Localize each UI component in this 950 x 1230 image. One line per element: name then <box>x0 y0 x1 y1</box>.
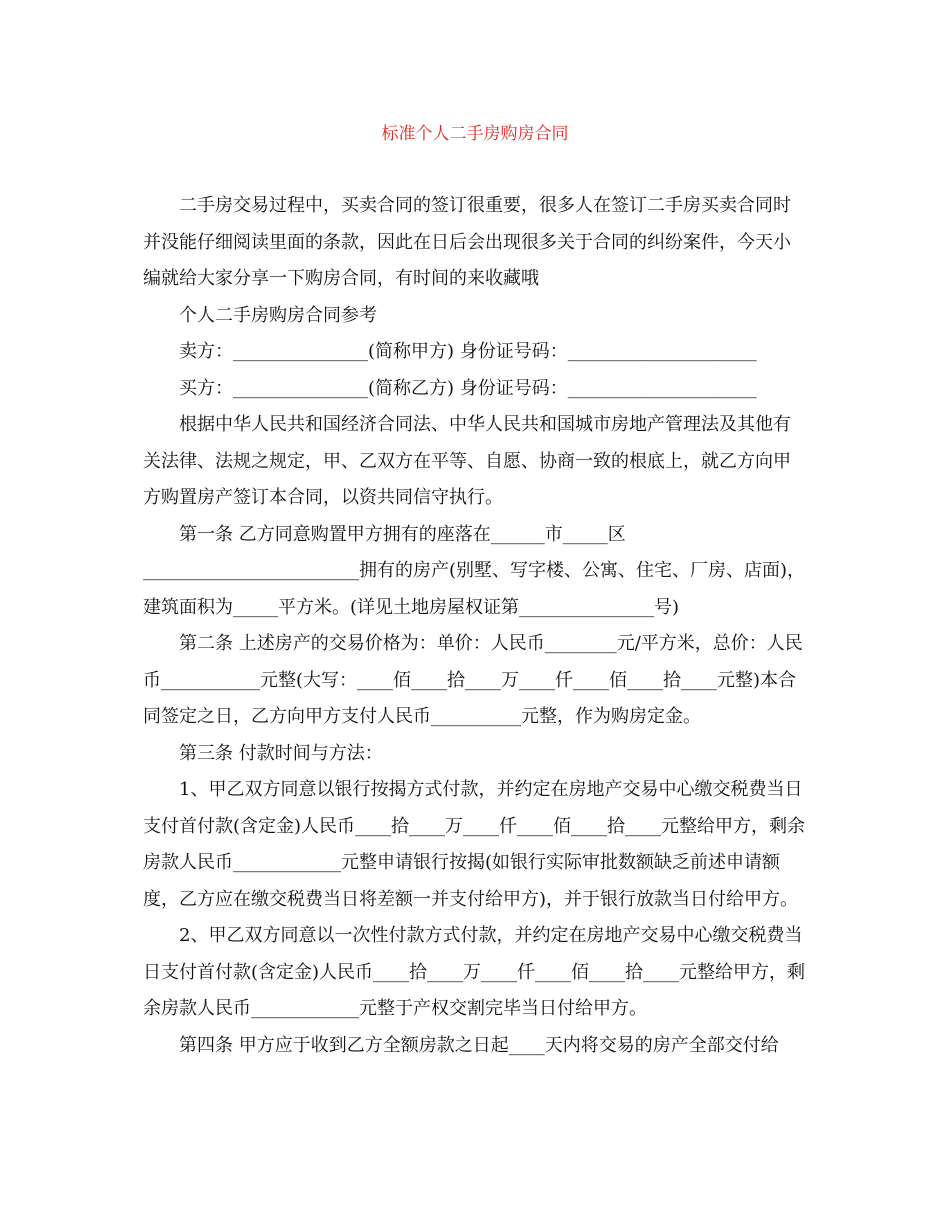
legal-basis-paragraph: 根据中华人民共和国经济合同法、中华人民共和国城市房地产管理法及其他有关法律、法规之规定，甲、乙双方在平等、自愿、协商一致的根底上，就乙方向甲方购置房产签订本合同，以资共同信守执行。 <box>143 414 791 508</box>
article-3-heading: 第三条 付款时间与方法： <box>179 742 383 764</box>
article-4-paragraph: 第四条 甲方应于收到乙方全额房款之日起____天内将交易的房产全部交付给 <box>179 1034 779 1056</box>
intro-paragraph: 二手房交易过程中，买卖合同的签订很重要，很多人在签订二手房买卖合同时并没能仔细阅读里面的条款，因此在日后会出现很多关于合同的纠纷案件，今天小编就给大家分享一下购房合同，有时间的来收藏哦 <box>143 195 791 289</box>
payment-option-1-paragraph: 1、甲乙双方同意以银行按揭方式付款，并约定在房地产交易中心缴交税费当日支付首付款(含定金)人民币____拾____万____仟____佰____拾____元整给甲方，剩余房款人民币____________元整申请银行按揭(如银行实际审批数额缺乏前述申请额度，乙方应在缴交税费当日将差额一并支付给甲方)，并于银行放款当日付给甲方。 <box>143 779 806 910</box>
article-1-paragraph: 第一条 乙方同意购置甲方拥有的座落在______市_____区________________________拥有的房产(别墅、写字楼、公寓、住宅、厂房、店面)，建筑面积为_____平方米。(详见土地房屋权证第_______________号) <box>143 523 806 618</box>
payment-option-2-paragraph: 2、甲乙双方同意以一次性付款方式付款，并约定在房地产交易中心缴交税费当日支付首付款(含定金)人民币____拾____万____仟____佰____拾____元整给甲方，剩余房款人民币____________元整于产权交割完毕当日付给甲方。 <box>143 925 806 1019</box>
article-2-paragraph: 第二条 上述房产的交易价格为：单价：人民币________元/平方米，总价：人民币___________元整(大写：____佰____拾____万____仟____佰____拾____元整)本合同签定之日，乙方向甲方支付人民币__________元整，作为购房定金。 <box>143 633 803 727</box>
buyer-line: 买方：_______________(简称乙方) 身份证号码：_____________________ <box>179 377 757 399</box>
document-body <box>143 188 807 1064</box>
document-title: 标准个人二手房购房合同 <box>381 124 569 144</box>
seller-line: 卖方：_______________(简称甲方) 身份证号码：_____________________ <box>179 341 757 362</box>
contract-subtitle: 个人二手房购房合同参考 <box>179 304 377 326</box>
